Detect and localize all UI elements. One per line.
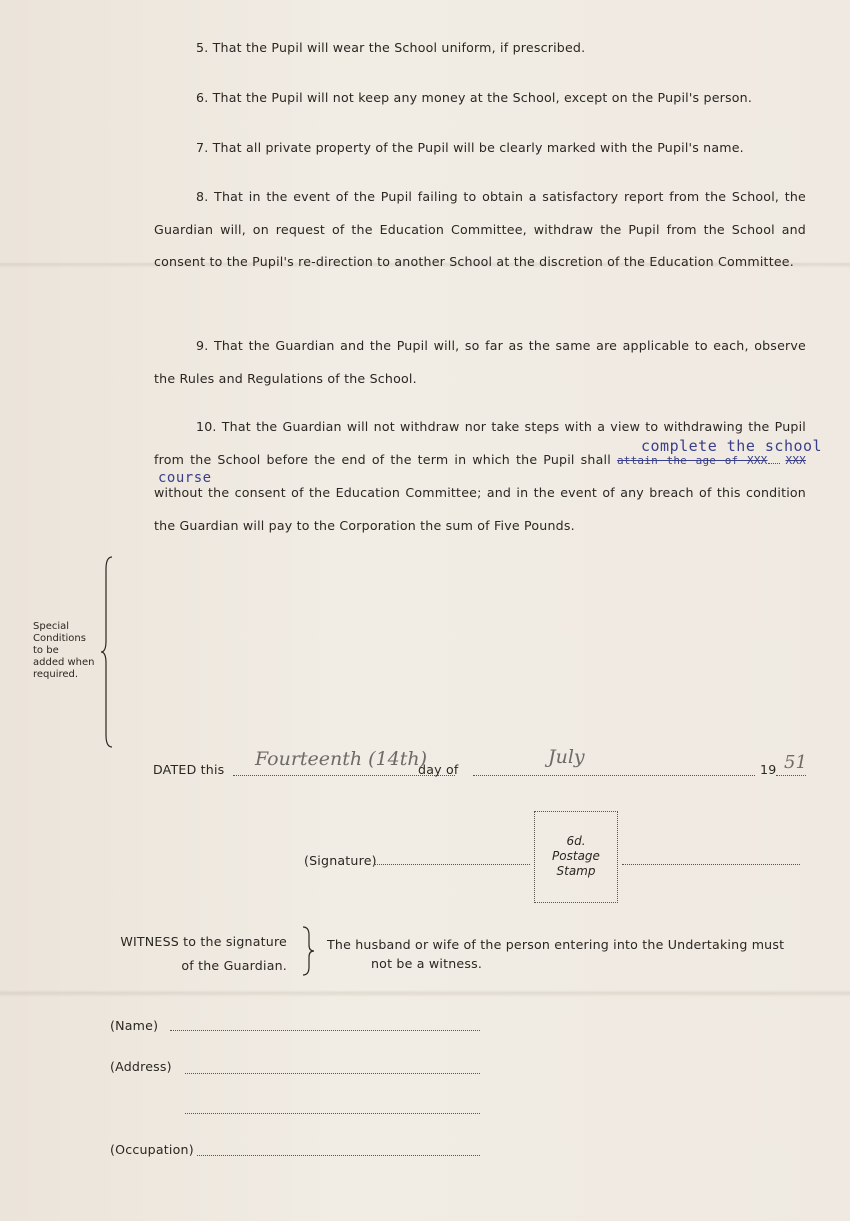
witness-label-line2: of the Guardian.: [181, 958, 287, 973]
special-conditions-label: [33, 621, 105, 681]
witness-label-line1: WITNESS to the signature: [120, 934, 287, 949]
special-conditions-line: Conditions: [33, 633, 86, 644]
clause-6: 6. That the Pupil will not keep any money at the School, except on the Pupil's person.: [196, 90, 753, 105]
occupation-label: (Occupation): [110, 1142, 194, 1157]
witness-note-line1: The husband or wife of the person entering into the Undertaking must: [327, 937, 785, 952]
clause-9: 9. That the Guardian and the Pupil will, so far as the same are applicable to each, observe the Rules and Regulations of the School.: [154, 338, 806, 386]
address-field-line1: [185, 1059, 480, 1074]
year-prefix: 19: [760, 762, 777, 777]
address-label: (Address): [110, 1059, 172, 1074]
year-handwritten: 51: [784, 752, 807, 773]
clause-5: 5. That the Pupil will wear the School uniform, if prescribed.: [196, 40, 586, 55]
struck-text-2: XXX: [785, 453, 806, 467]
address-field-line2: [185, 1099, 480, 1114]
special-conditions-line: Special: [33, 621, 70, 632]
occupation-field: [197, 1141, 480, 1156]
signature-line-left: [375, 850, 530, 865]
stamp-line-3: Stamp: [556, 864, 596, 878]
signature-label: (Signature): [304, 853, 377, 868]
stamp-line-1: 6d.: [566, 834, 586, 848]
witness-label: [110, 930, 287, 978]
clause-10-text-a: 10. That the Guardian will not withdraw nor take steps with a view to withdrawing the Pupil from the School before the end of the term in which the Pupil shall: [154, 419, 806, 467]
name-label: (Name): [110, 1018, 159, 1033]
day-handwritten: Fourteenth (14th): [255, 748, 428, 770]
stamp-line-2: Postage: [552, 849, 600, 863]
month-field: [473, 760, 755, 776]
special-conditions-line: required.: [33, 669, 79, 680]
clause-7: 7. That all private property of the Pupil will be clearly marked with the Pupil's name.: [196, 140, 744, 155]
dated-prefix: DATED this: [153, 762, 225, 777]
special-conditions-line: added when: [33, 657, 95, 668]
special-conditions-line: to be: [33, 645, 59, 656]
signature-line-right: [622, 850, 800, 865]
name-field: [170, 1016, 480, 1031]
postage-stamp-box: [534, 811, 618, 903]
witness-note-line2: not be a witness.: [371, 956, 483, 971]
clause-10-text-b: without the consent of the Education Committee; and in the event of any breach of this condition the Guardian will pay to the Corporation the sum of Five Pounds.: [154, 485, 806, 533]
curly-brace-icon: [100, 555, 120, 750]
struck-text-1: attain the age of XXX: [616, 453, 768, 467]
typed-insert-line2: course: [158, 470, 212, 486]
right-brace-icon: [300, 925, 316, 977]
witness-note: [327, 935, 807, 973]
typed-insert-line1: complete the school: [641, 437, 823, 455]
clause-10: [154, 411, 806, 542]
clause-8: 8. That in the event of the Pupil failing to obtain a satisfactory report from the School, the Guardian will, on request of the Education Committee, withdraw the Pupil from the School and consent to the Pupil's re-direction to another School at the discretion of the Education Committee.: [154, 189, 806, 269]
month-handwritten: July: [548, 746, 585, 768]
day-of-label: day of: [418, 762, 459, 777]
